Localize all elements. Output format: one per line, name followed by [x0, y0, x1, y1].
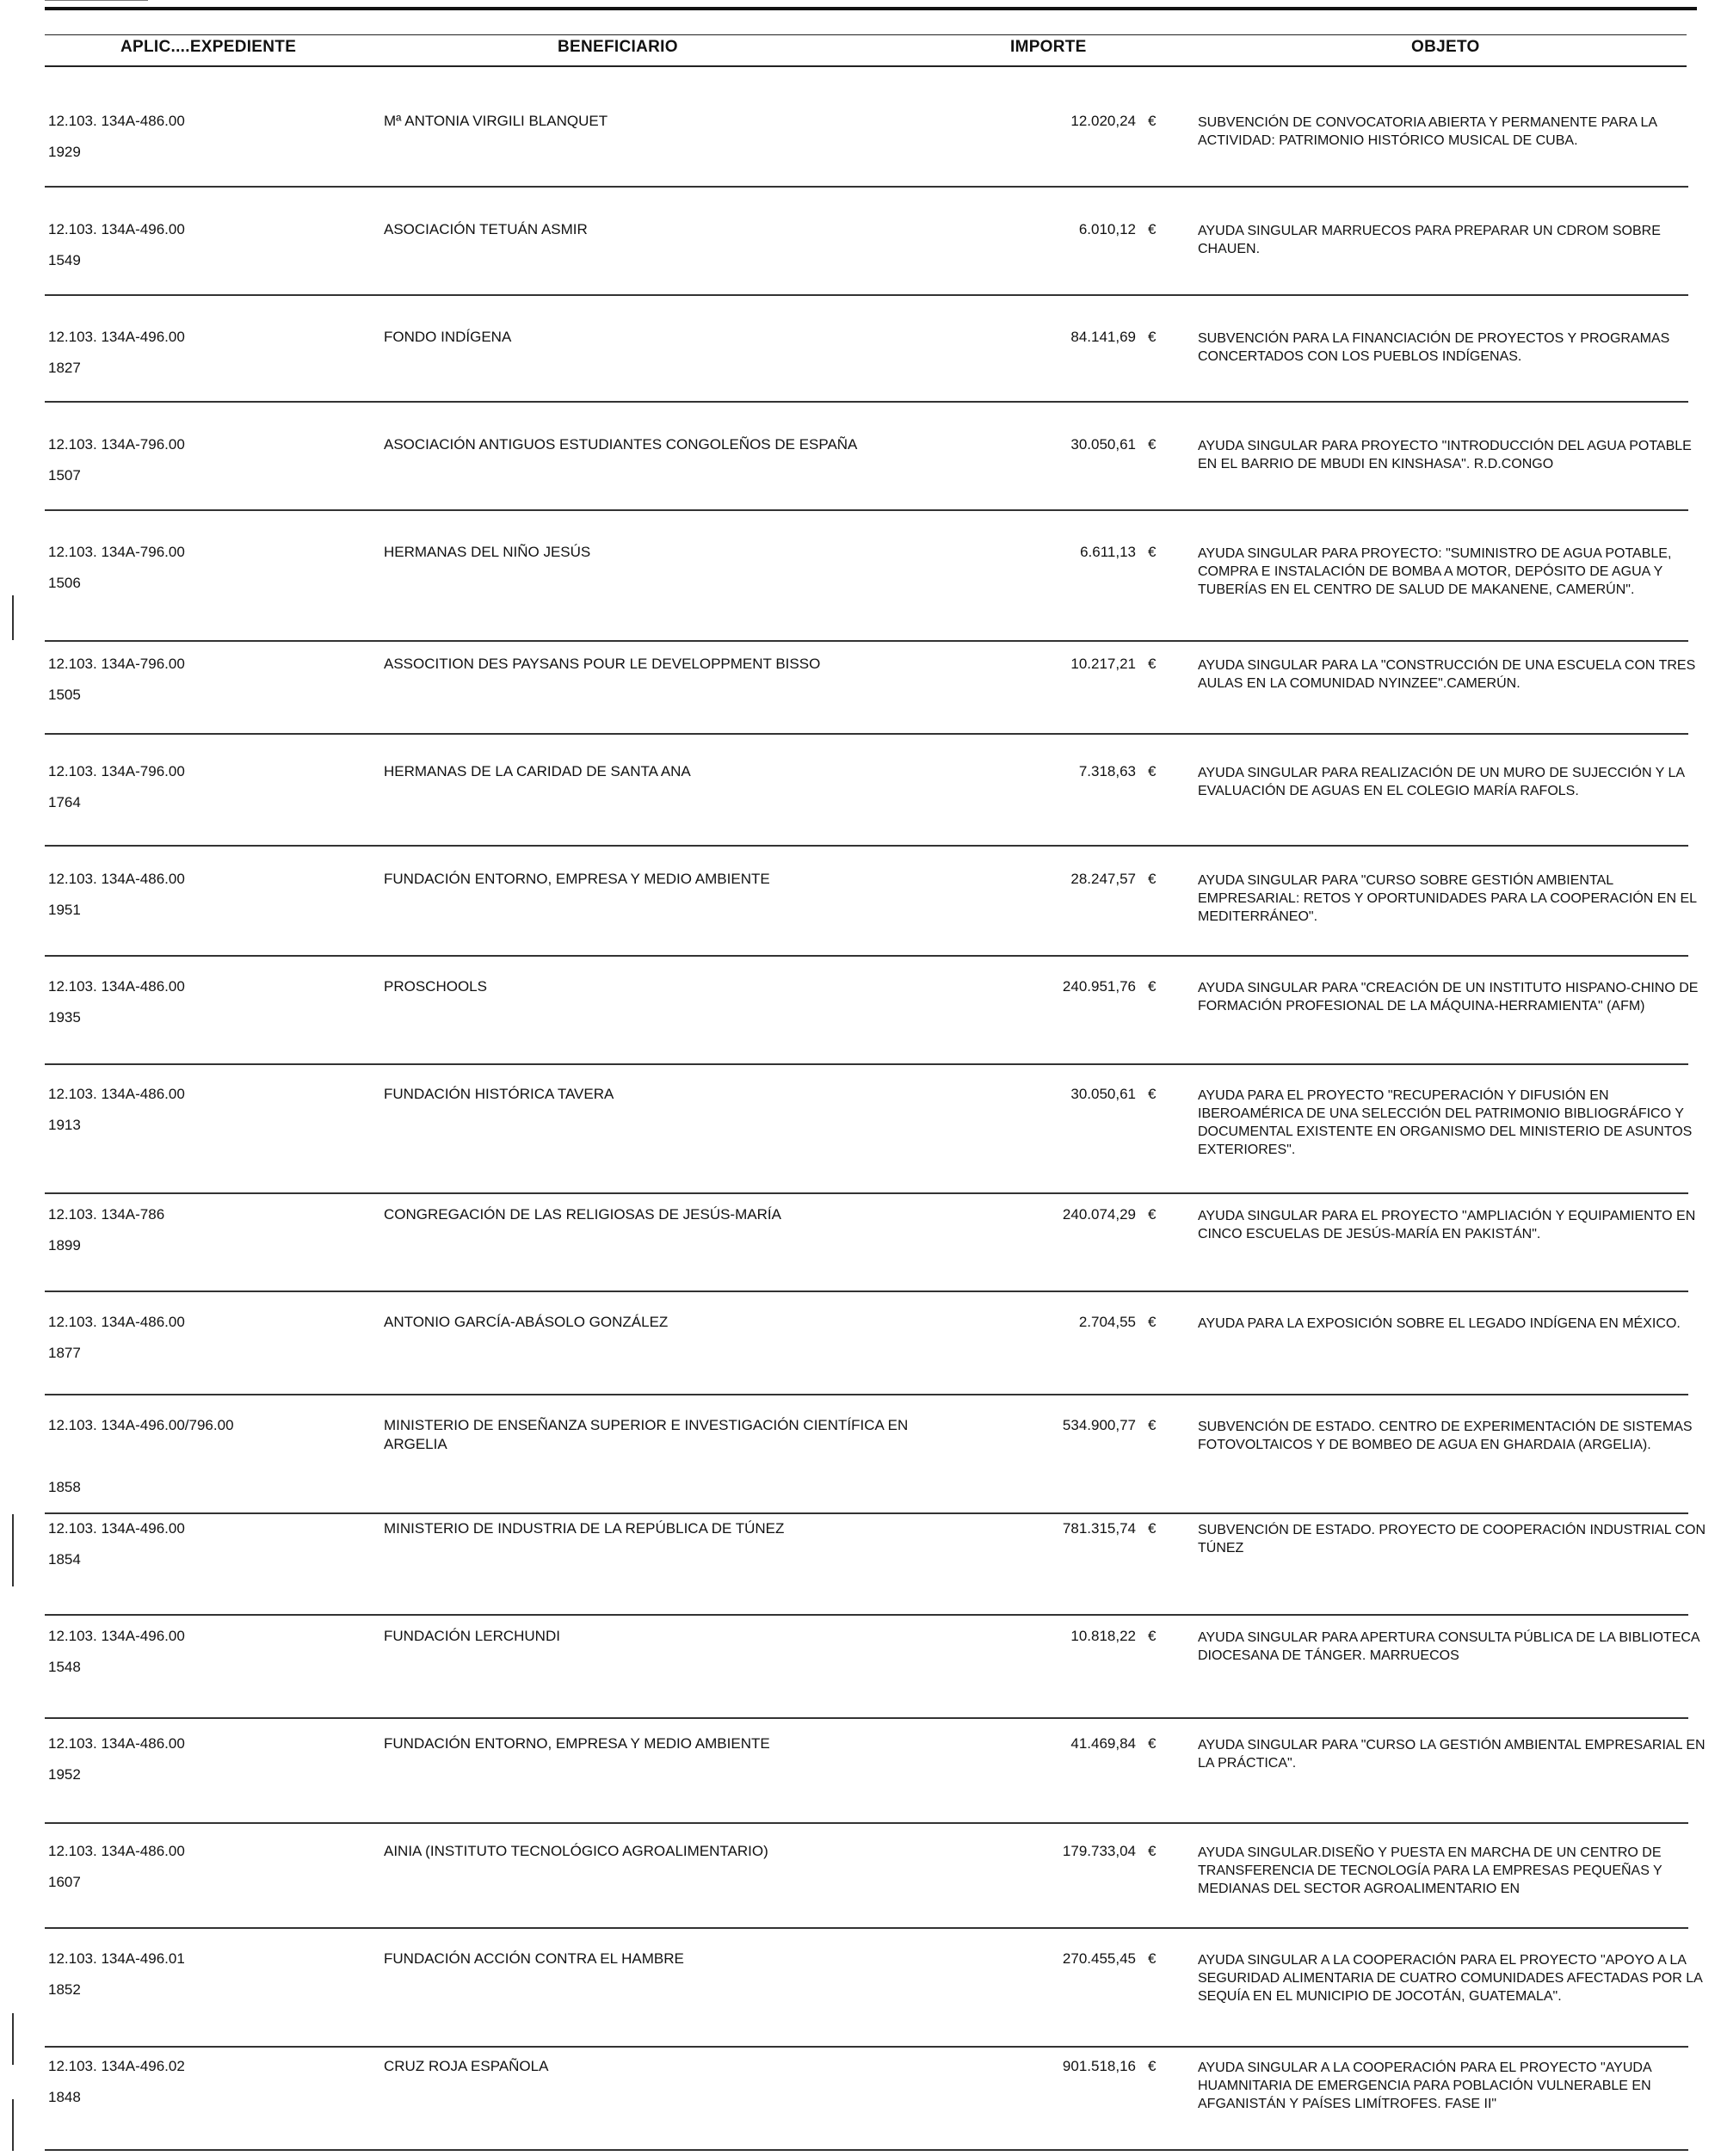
beneficiario-cell: ANTONIO GARCÍA-ABÁSOLO GONZÁLEZ — [384, 1314, 669, 1330]
separator-line — [45, 1063, 1688, 1065]
beneficiario-cell: Mª ANTONIA VIRGILI BLANQUET — [384, 113, 608, 129]
importe-cell: 10.818,22 — [1070, 1628, 1136, 1644]
aplicacion-cell: 12.103. 134A-796.00 — [48, 544, 185, 560]
expediente-cell: 1852 — [48, 1981, 81, 1998]
separator-line — [45, 1614, 1688, 1616]
currency-symbol: € — [1148, 436, 1157, 453]
objeto-cell: AYUDA SINGULAR A LA COOPERACIÓN PARA EL PROYECTO "AYUDA HUAMNITARIA DE EMERGENCIA PARA POBLACIÓN VULNERABLE EN AFGANISTÁN Y PAÍSES LIMÍTROFES. FASE II" — [1198, 2061, 1651, 2111]
beneficiario-cell: HERMANAS DE LA CARIDAD DE SANTA ANA — [384, 763, 691, 779]
importe-cell: 41.469,84 — [1070, 1735, 1136, 1752]
objeto-cell: SUBVENCIÓN DE ESTADO. PROYECTO DE COOPERACIÓN INDUSTRIAL CON TÚNEZ — [1198, 1523, 1706, 1555]
separator-line — [45, 1192, 1688, 1194]
aplicacion-cell: 12.103. 134A-496.00 — [48, 1520, 185, 1537]
separator-line — [45, 1512, 1688, 1514]
importe-cell: 30.050,61 — [1070, 1086, 1136, 1102]
expediente-cell: 1607 — [48, 1874, 81, 1890]
beneficiario-cell: AINIA (INSTITUTO TECNOLÓGICO AGROALIMENTARIO) — [384, 1843, 768, 1859]
aplicacion-cell: 12.103. 134A-486.00 — [48, 978, 185, 995]
currency-symbol: € — [1148, 2058, 1157, 2074]
header-beneficiario: BENEFICIARIO — [558, 38, 678, 56]
currency-symbol: € — [1148, 1628, 1157, 1644]
currency-symbol: € — [1148, 1314, 1157, 1330]
aplicacion-cell: 12.103. 134A-496.00 — [48, 1628, 185, 1644]
beneficiario-cell: FUNDACIÓN ENTORNO, EMPRESA Y MEDIO AMBIENTE — [384, 1735, 770, 1752]
expediente-cell: 1506 — [48, 575, 81, 591]
aplicacion-cell: 12.103. 134A-796.00 — [48, 656, 185, 672]
importe-cell: 534.900,77 — [1062, 1417, 1136, 1433]
objeto-cell: AYUDA SINGULAR PARA APERTURA CONSULTA PÚBLICA DE LA BIBLIOTECA DIOCESANA DE TÁNGER. MARRUECOS — [1198, 1630, 1699, 1663]
importe-cell: 2.704,55 — [1078, 1314, 1136, 1330]
aplicacion-cell: 12.103. 134A-486.00 — [48, 1314, 185, 1330]
importe-cell: 84.141,69 — [1070, 329, 1136, 345]
separator-line — [45, 955, 1688, 957]
beneficiario-cell: HERMANAS DEL NIÑO JESÚS — [384, 544, 591, 560]
expediente-cell: 1858 — [48, 1479, 81, 1495]
importe-cell: 901.518,16 — [1062, 2058, 1136, 2074]
currency-symbol: € — [1148, 1086, 1157, 1102]
expediente-cell: 1951 — [48, 902, 81, 918]
aplicacion-cell: 12.103. 134A-496.02 — [48, 2058, 185, 2074]
beneficiario-cell: FUNDACIÓN ENTORNO, EMPRESA Y MEDIO AMBIENTE — [384, 871, 770, 887]
currency-symbol: € — [1148, 656, 1157, 672]
objeto-cell: AYUDA SINGULAR PARA "CREACIÓN DE UN INSTITUTO HISPANO-CHINO DE FORMACIÓN PROFESIONAL DE LA MÁQUINA-HERRAMIENTA" (AFM) — [1198, 981, 1699, 1013]
beneficiario-cell: FUNDACIÓN LERCHUNDI — [384, 1628, 560, 1644]
importe-cell: 6.611,13 — [1080, 544, 1136, 560]
currency-symbol: € — [1148, 978, 1157, 995]
currency-symbol: € — [1148, 113, 1157, 129]
objeto-cell: AYUDA PARA LA EXPOSICIÓN SOBRE EL LEGADO INDÍGENA EN MÉXICO. — [1198, 1316, 1681, 1331]
importe-cell: 179.733,04 — [1062, 1843, 1136, 1859]
importe-cell: 7.318,63 — [1078, 763, 1136, 779]
separator-line — [45, 640, 1688, 642]
separator-line — [45, 186, 1688, 188]
expediente-cell: 1952 — [48, 1766, 81, 1783]
margin-mark — [12, 1514, 14, 1586]
currency-symbol: € — [1148, 221, 1157, 237]
aplicacion-cell: 12.103. 134A-496.00 — [48, 221, 185, 237]
currency-symbol: € — [1148, 1735, 1157, 1752]
aplicacion-cell: 12.103. 134A-796.00 — [48, 436, 185, 453]
separator-line — [45, 1291, 1688, 1292]
aplicacion-cell: 12.103. 134A-786 — [48, 1206, 165, 1223]
separator-line — [45, 1927, 1688, 1929]
separator-line — [45, 845, 1688, 847]
expediente-cell: 1854 — [48, 1551, 81, 1568]
expediente-cell: 1935 — [48, 1009, 81, 1026]
beneficiario-cell: FUNDACIÓN ACCIÓN CONTRA EL HAMBRE — [384, 1950, 684, 1967]
objeto-cell: AYUDA SINGULAR PARA "CURSO LA GESTIÓN AMBIENTAL EMPRESARIAL EN LA PRÁCTICA". — [1198, 1738, 1706, 1771]
aplicacion-cell: 12.103. 134A-496.01 — [48, 1950, 185, 1967]
beneficiario-cell: FONDO INDÍGENA — [384, 329, 512, 345]
header-importe: IMPORTE — [1010, 38, 1087, 56]
aplicacion-cell: 12.103. 134A-796.00 — [48, 763, 185, 779]
currency-symbol: € — [1148, 544, 1157, 560]
aplicacion-cell: 12.103. 134A-486.00 — [48, 1843, 185, 1859]
objeto-cell: AYUDA SINGULAR PARA PROYECTO "INTRODUCCIÓN DEL AGUA POTABLE EN EL BARRIO DE MBUDI EN KINSHASA". R.D.CONGO — [1198, 439, 1692, 471]
importe-cell: 6.010,12 — [1078, 221, 1136, 237]
aplicacion-cell: 12.103. 134A-486.00 — [48, 1086, 185, 1102]
beneficiario-cell: MINISTERIO DE ENSEÑANZA SUPERIOR E INVESTIGACIÓN CIENTÍFICA EN ARGELIA — [384, 1417, 909, 1452]
expediente-cell: 1848 — [48, 2089, 81, 2105]
expediente-cell: 1548 — [48, 1659, 81, 1675]
header-objeto: OBJETO — [1411, 38, 1480, 56]
beneficiario-cell: CRUZ ROJA ESPAÑOLA — [384, 2058, 549, 2074]
currency-symbol: € — [1148, 329, 1157, 345]
expediente-cell: 1877 — [48, 1345, 81, 1361]
objeto-cell: AYUDA SINGULAR PARA LA "CONSTRUCCIÓN DE UNA ESCUELA CON TRES AULAS EN LA COMUNIDAD NYINZEE".CAMERÚN. — [1198, 658, 1696, 691]
beneficiario-cell: ASSOCITION DES PAYSANS POUR LE DEVELOPPMENT BISSO — [384, 656, 821, 672]
margin-mark — [12, 2013, 14, 2065]
importe-cell: 12.020,24 — [1070, 113, 1136, 129]
objeto-cell: AYUDA SINGULAR PARA EL PROYECTO "AMPLIACIÓN Y EQUIPAMIENTO EN CINCO ESCUELAS DE JESÚS-MARÍA EN PAKISTÁN". — [1198, 1209, 1696, 1241]
beneficiario-cell: ASOCIACIÓN TETUÁN ASMIR — [384, 221, 588, 237]
separator-line — [45, 1717, 1688, 1719]
importe-cell: 240.074,29 — [1062, 1206, 1136, 1223]
expediente-cell: 1913 — [48, 1117, 81, 1133]
aplicacion-cell: 12.103. 134A-486.00 — [48, 113, 185, 129]
currency-symbol: € — [1148, 763, 1157, 779]
importe-cell: 30.050,61 — [1070, 436, 1136, 453]
expediente-cell: 1764 — [48, 794, 81, 810]
margin-mark — [12, 2099, 14, 2151]
expediente-cell: 1549 — [48, 252, 81, 268]
separator-line — [45, 2046, 1688, 2048]
separator-line — [45, 1822, 1688, 1824]
margin-mark — [12, 595, 14, 640]
objeto-cell: AYUDA SINGULAR A LA COOPERACIÓN PARA EL PROYECTO "APOYO A LA SEGURIDAD ALIMENTARIA DE CUATRO COMUNIDADES AFECTADAS POR LA SEQUÍA EN EL MUNICIPIO DE JOCOTÁN, GUATEMALA". — [1198, 1953, 1702, 2004]
importe-cell: 781.315,74 — [1062, 1520, 1136, 1537]
aplicacion-cell: 12.103. 134A-486.00 — [48, 871, 185, 887]
separator-line — [45, 294, 1688, 296]
importe-cell: 240.951,76 — [1062, 978, 1136, 995]
currency-symbol: € — [1148, 1206, 1157, 1223]
currency-symbol: € — [1148, 1417, 1157, 1433]
currency-symbol: € — [1148, 1520, 1157, 1537]
objeto-cell: SUBVENCIÓN DE ESTADO. CENTRO DE EXPERIMENTACIÓN DE SISTEMAS FOTOVOLTAICOS Y DE BOMBEO DE AGUA EN GHARDAIA (ARGELIA). — [1198, 1420, 1693, 1452]
expediente-cell: 1507 — [48, 467, 81, 484]
objeto-cell: AYUDA SINGULAR PARA PROYECTO: "SUMINISTRO DE AGUA POTABLE, COMPRA E INSTALACIÓN DE BOMBA A MOTOR, DEPÓSITO DE AGUA Y TUBERÍAS EN EL CENTRO DE SALUD DE MAKANENE, CAMERÚN". — [1198, 546, 1672, 597]
currency-symbol: € — [1148, 1843, 1157, 1859]
beneficiario-cell: PROSCHOOLS — [384, 978, 487, 995]
beneficiario-cell: ASOCIACIÓN ANTIGUOS ESTUDIANTES CONGOLEÑOS DE ESPAÑA — [384, 436, 858, 453]
currency-symbol: € — [1148, 1950, 1157, 1967]
separator-line — [45, 509, 1688, 511]
expediente-cell: 1827 — [48, 360, 81, 376]
objeto-cell: AYUDA SINGULAR PARA "CURSO SOBRE GESTIÓN AMBIENTAL EMPRESARIAL: RETOS Y OPORTUNIDADES PARA LA COOPERACIÓN EN EL MEDITERRÁNEO". — [1198, 873, 1697, 924]
objeto-cell: AYUDA SINGULAR.DISEÑO Y PUESTA EN MARCHA DE UN CENTRO DE TRANSFERENCIA DE TECNOLOGÍA PARA LA EMPRESAS PEQUEÑAS Y MEDIANAS DEL SECTOR AGROALIMENTARIO EN — [1198, 1845, 1662, 1896]
aplicacion-cell: 12.103. 134A-496.00/796.00 — [48, 1417, 234, 1433]
aplicacion-cell: 12.103. 134A-496.00 — [48, 329, 185, 345]
aplicacion-cell: 12.103. 134A-486.00 — [48, 1735, 185, 1752]
expediente-cell: 1929 — [48, 144, 81, 160]
expediente-cell: 1505 — [48, 687, 81, 703]
separator-line — [45, 733, 1688, 735]
separator-line — [45, 401, 1688, 403]
currency-symbol: € — [1148, 871, 1157, 887]
expediente-cell: 1899 — [48, 1237, 81, 1254]
beneficiario-cell: CONGREGACIÓN DE LAS RELIGIOSAS DE JESÚS-MARÍA — [384, 1206, 781, 1223]
separator-line — [45, 2149, 1688, 2151]
beneficiario-cell: FUNDACIÓN HISTÓRICA TAVERA — [384, 1086, 614, 1102]
header-aplic-expediente: APLIC....EXPEDIENTE — [120, 38, 297, 56]
objeto-cell: AYUDA SINGULAR PARA REALIZACIÓN DE UN MURO DE SUJECCIÓN Y LA EVALUACIÓN DE AGUAS EN EL COLEGIO MARÍA RAFOLS. — [1198, 766, 1685, 798]
separator-line — [45, 1394, 1688, 1395]
importe-cell: 10.217,21 — [1070, 656, 1136, 672]
importe-cell: 28.247,57 — [1070, 871, 1136, 887]
objeto-cell: AYUDA PARA EL PROYECTO "RECUPERACIÓN Y DIFUSIÓN EN IBEROAMÉRICA DE UNA SELECCIÓN DEL PATRIMONIO BIBLIOGRÁFICO Y DOCUMENTAL EXISTENTE EN ORGANISMO DEL MINISTERIO DE ASUNTOS EXTERIORES". — [1198, 1088, 1693, 1157]
objeto-cell: AYUDA SINGULAR MARRUECOS PARA PREPARAR UN CDROM SOBRE CHAUEN. — [1198, 224, 1661, 256]
objeto-cell: SUBVENCIÓN PARA LA FINANCIACIÓN DE PROYECTOS Y PROGRAMAS CONCERTADOS CON LOS PUEBLOS INDÍGENAS. — [1198, 331, 1670, 364]
importe-cell: 270.455,45 — [1062, 1950, 1136, 1967]
beneficiario-cell: MINISTERIO DE INDUSTRIA DE LA REPÚBLICA DE TÚNEZ — [384, 1520, 785, 1537]
objeto-cell: SUBVENCIÓN DE CONVOCATORIA ABIERTA Y PERMANENTE PARA LA ACTIVIDAD: PATRIMONIO HISTÓRICO MUSICAL DE CUBA. — [1198, 115, 1657, 148]
